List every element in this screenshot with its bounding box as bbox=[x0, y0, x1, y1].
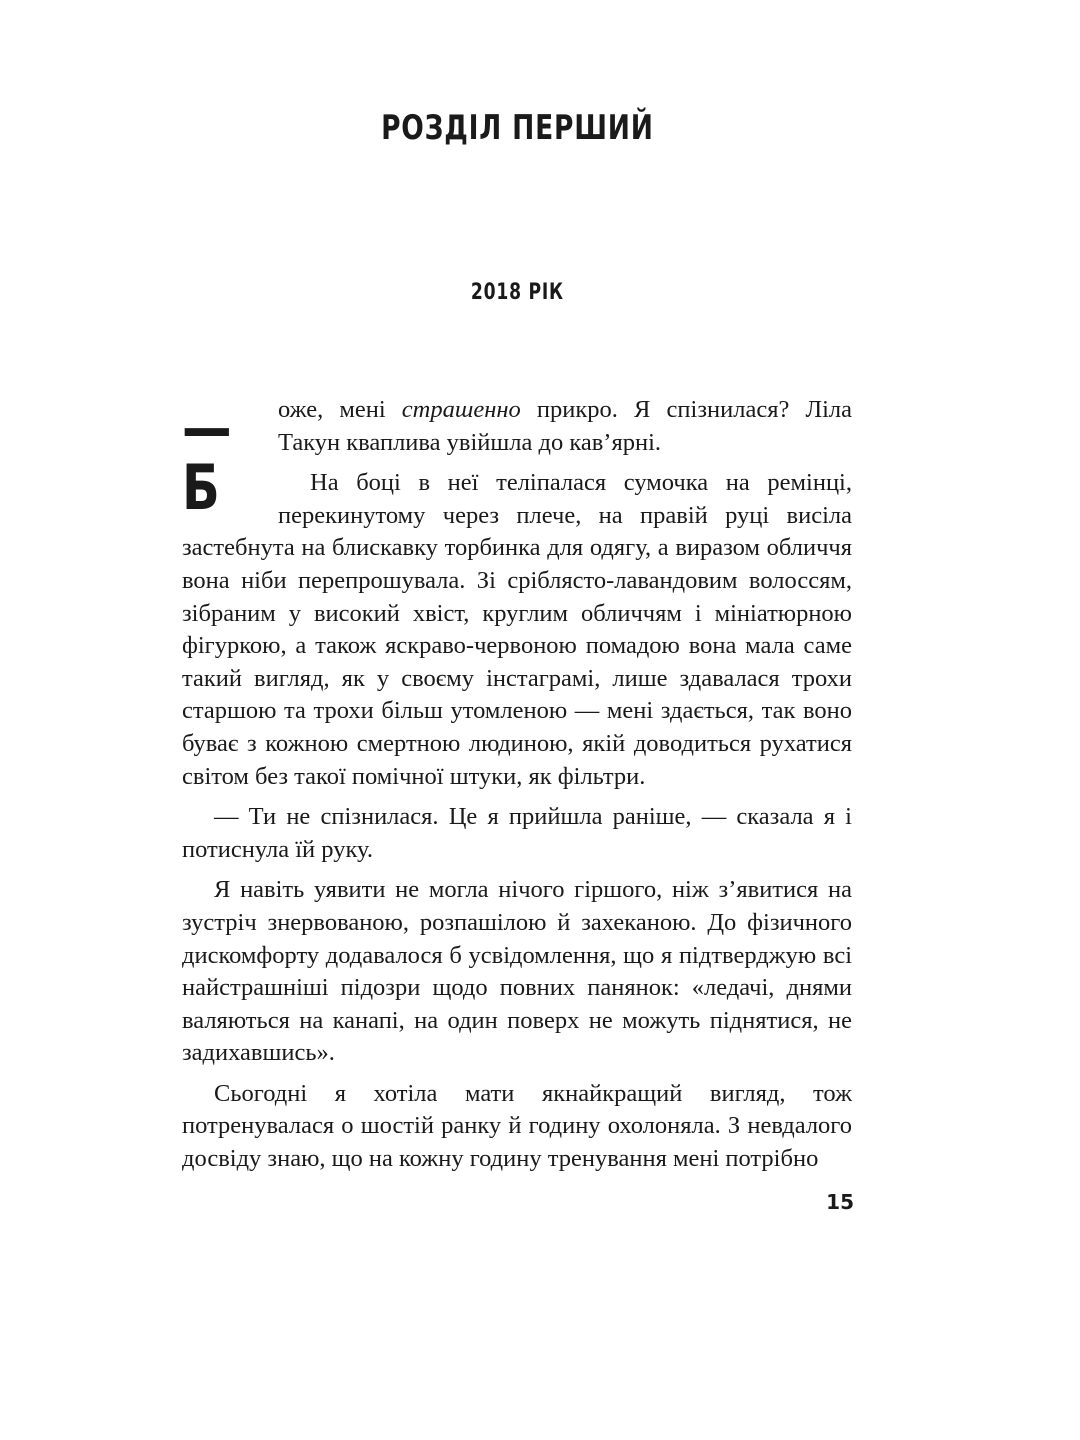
paragraph-3: — Ти не спізнилася. Це я прийшла раніше, — сказала я і потиснула їй руку. bbox=[182, 803, 852, 863]
paragraph-1 bbox=[182, 391, 852, 524]
page-number: 15 bbox=[826, 1190, 854, 1214]
paragraph-1-end: прикро. Я спізнилася? Ліла Такун кваплива увійшла до кав’ярні. bbox=[278, 396, 852, 456]
paragraph-2: На боці в неї теліпалася сумочка на ремінці, перекинутому через плече, на правій руці висіла застебнута на блискавку торбинка для одягу, а виразом обличчя вона ніби перепрошувала. Зі сріблясто-лавандовим волоссям, зібраним у високий хвіст, круглим обличчям і мініатюрною фігуркою, а також яскраво-червоною помадою вона мала саме такий вигляд, як у своєму інстаграмі, лише здавалася трохи старшою та трохи більш утомленою — мені здається, так воно буває з кожною смертною людиною, якій доводиться рухатися світом без такої помічної штуки, як фільтри. bbox=[182, 469, 852, 790]
chapter-title: РОЗДІЛ ПЕРШИЙ bbox=[381, 108, 654, 148]
drop-cap: —Б bbox=[182, 391, 230, 524]
paragraph-4: Я навіть уявити не могла нічого гіршого, ніж з’явитися на зустріч знервованою, розпашілою й захеканою. До фізичного дискомфорту додавалося б усвідомлення, що я підтверджую всі найстрашніші підозри щодо повних панянок: «ледачі, днями валяються на канапі, на один поверх не можуть піднятися, не задихавшись». bbox=[182, 876, 852, 1067]
body-text bbox=[182, 391, 852, 1176]
paragraph-1-start: оже, мені bbox=[278, 396, 402, 423]
paragraph-5: Сьогодні я хотіла мати якнайкращий вигляд, тож потренувалася о шостій ранку й годину охолоняла. З невдалого досвіду знаю, що на кожну годину тренування мені потрібно bbox=[182, 1079, 852, 1173]
section-year: 2018 РІК bbox=[470, 280, 564, 305]
paragraph-1-emphasis: страшенно bbox=[401, 396, 521, 423]
